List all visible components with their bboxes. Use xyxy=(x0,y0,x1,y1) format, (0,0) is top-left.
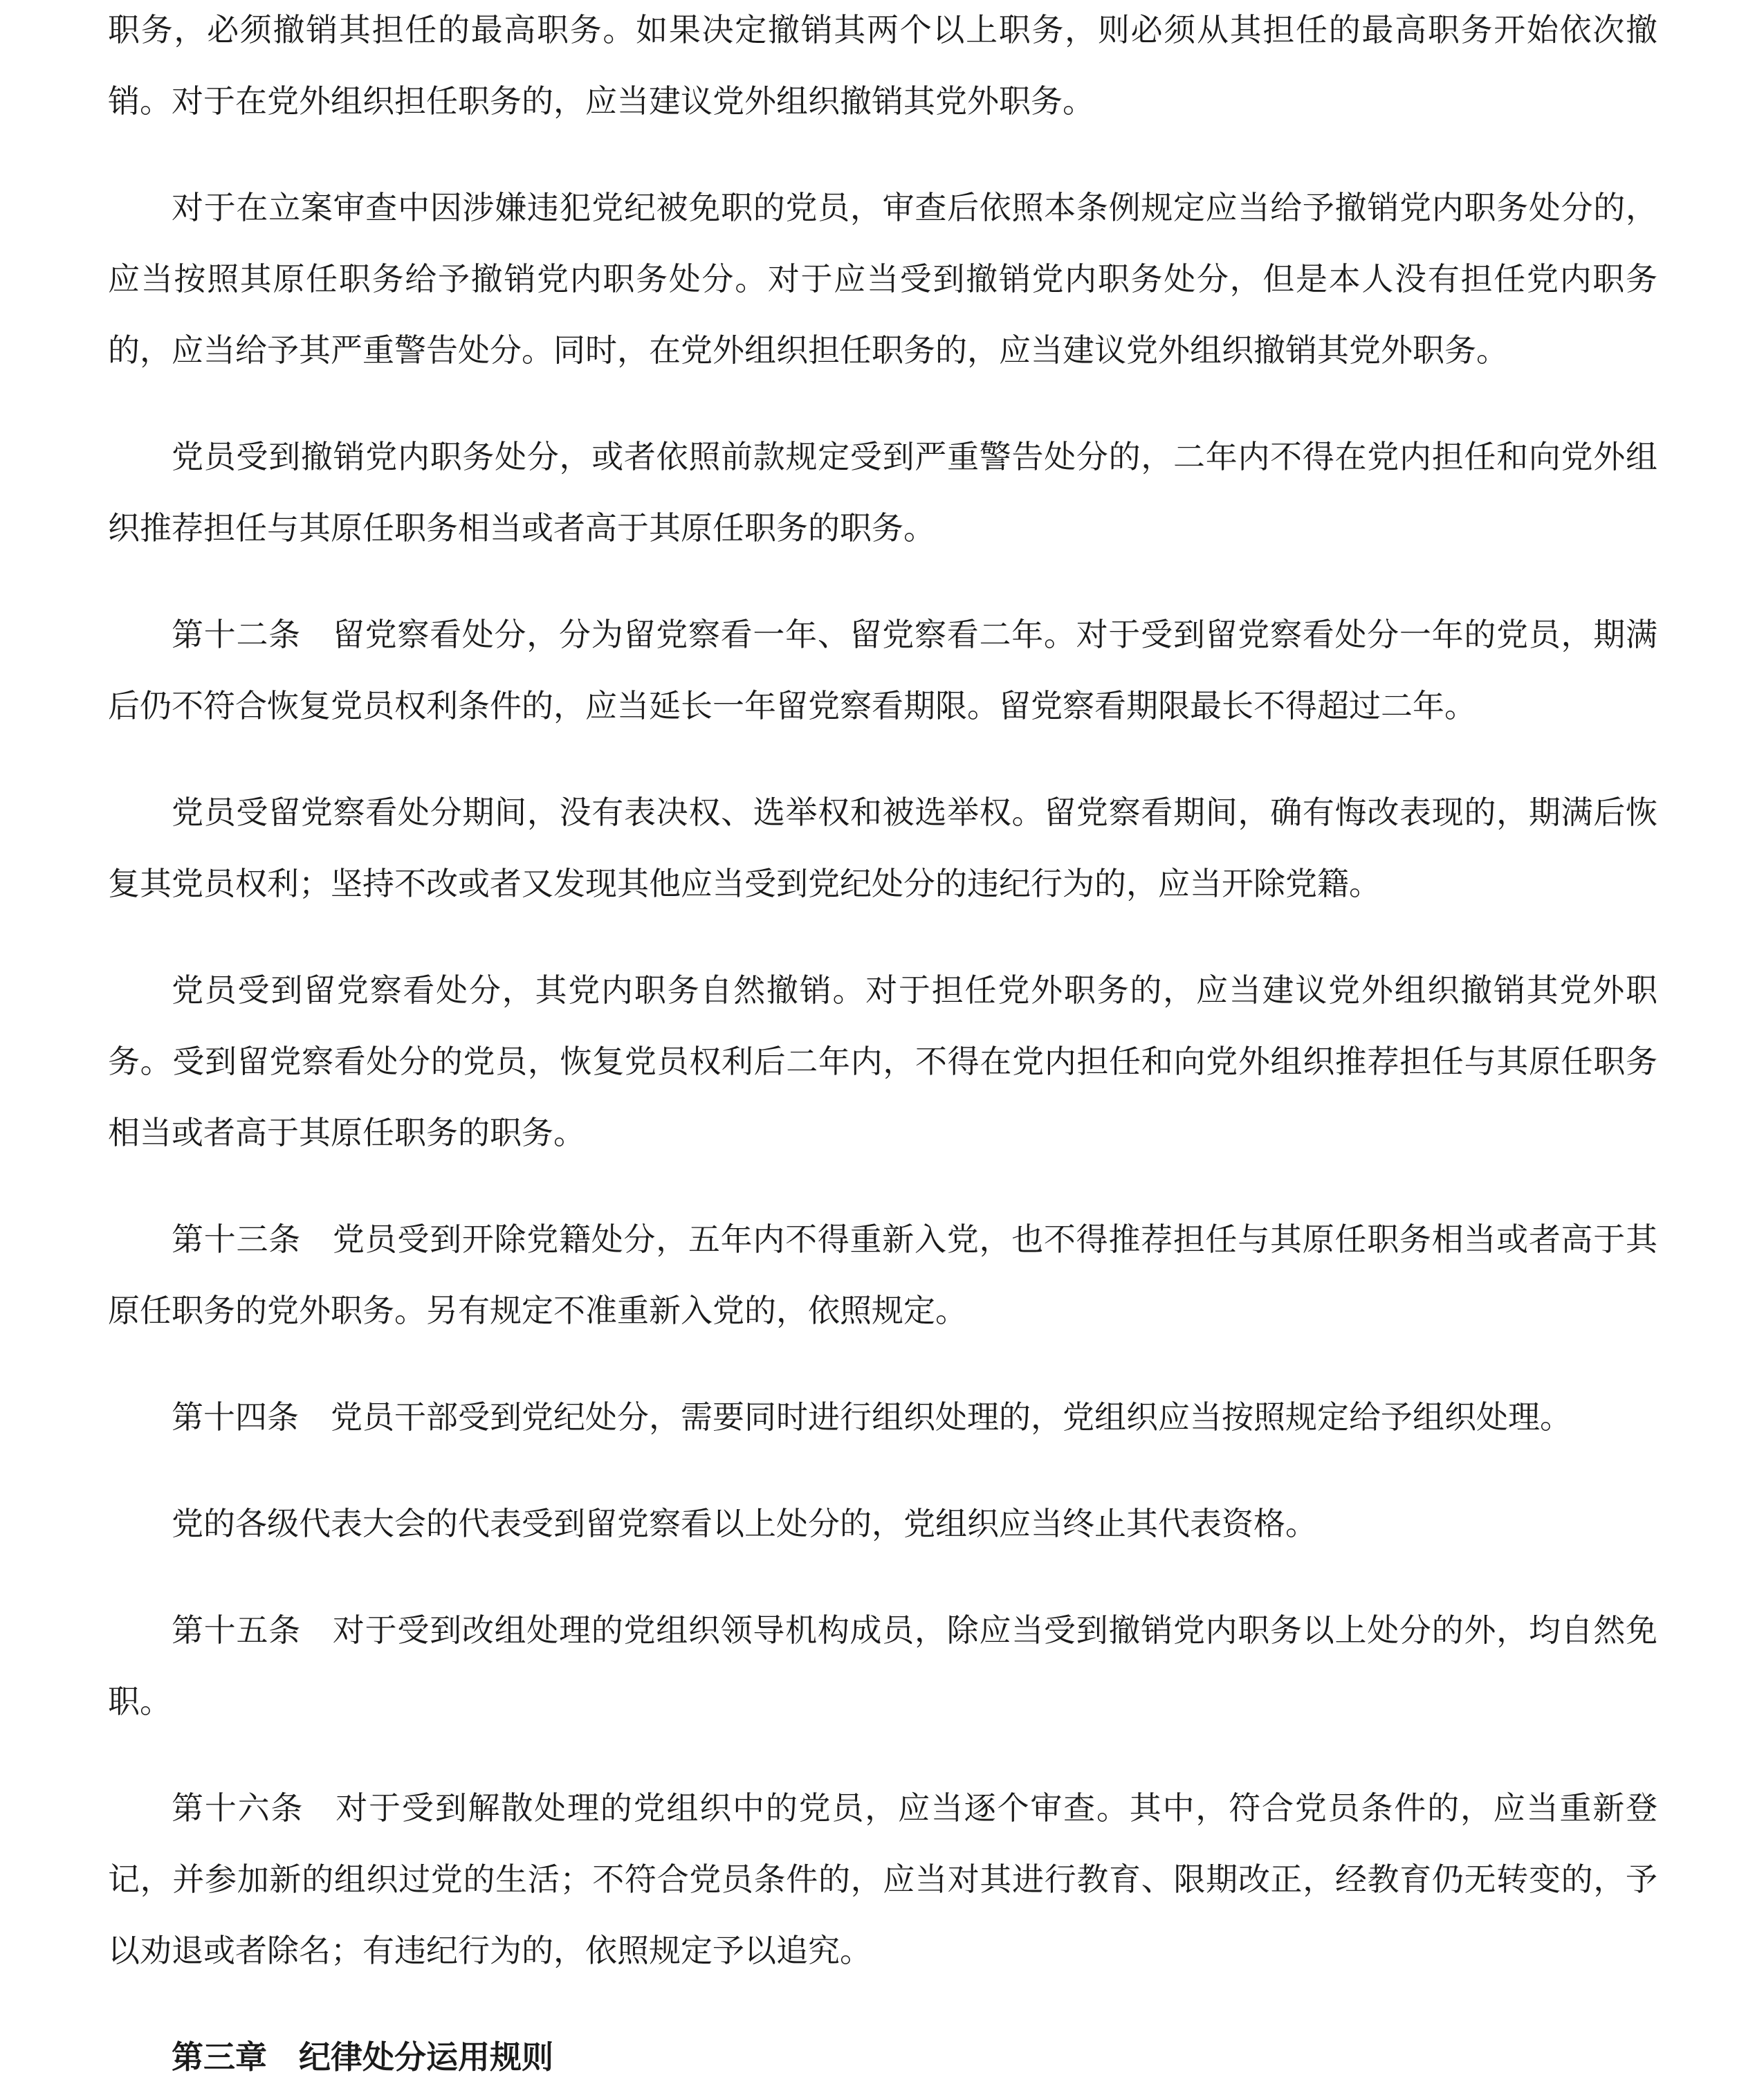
paragraph xyxy=(108,777,1657,920)
paragraph-text: 职务，必须撤销其担任的最高职务。如果决定撤销其两个以上职务，则必须从其担任的最高职务开始依次撤销。对于在党外组织担任职务的，应当建议党外组织撤销其党外职务。 xyxy=(108,11,1657,120)
paragraph xyxy=(108,1488,1657,1560)
paragraph xyxy=(108,0,1657,137)
article-number: 第十六条 xyxy=(172,1789,304,1827)
paragraph xyxy=(108,421,1657,564)
paragraph-text: 留党察看处分，分为留党察看一年、留党察看二年。对于受到留党察看处分一年的党员，期满后仍不符合恢复党员权利条件的，应当延长一年留党察看期限。留党察看期限最长不得超过二年。 xyxy=(108,616,1658,724)
paragraph xyxy=(108,172,1657,386)
article-number: 第十四条 xyxy=(172,1398,299,1436)
paragraph-text: 对于受到改组处理的党组织领导机构成员，除应当受到撤销党内职务以上处分的外，均自然免职。 xyxy=(108,1611,1658,1720)
chapter-heading xyxy=(108,2022,1657,2093)
document-page xyxy=(108,0,1657,2093)
chapter-number: 第三章 xyxy=(172,2038,267,2076)
paragraph-text: 党的各级代表大会的代表受到留党察看以上处分的，党组织应当终止其代表资格。 xyxy=(172,1505,1317,1542)
article-paragraph xyxy=(108,1595,1657,1737)
paragraph xyxy=(108,955,1657,1169)
paragraph-text: 党员受到撤销党内职务处分，或者依照前款规定受到严重警告处分的，二年内不得在党内担任和向党外组织推荐担任与其原任职务相当或者高于其原任职务的职务。 xyxy=(108,438,1657,547)
article-number: 第十三条 xyxy=(172,1221,301,1258)
article-paragraph xyxy=(108,599,1657,742)
article-number: 第十二条 xyxy=(172,616,301,653)
article-paragraph xyxy=(108,1773,1657,1986)
paragraph-text: 对于在立案审查中因涉嫌违犯党纪被免职的党员，审查后依照本条例规定应当给予撤销党内职务处分的，应当按照其原任职务给予撤销党内职务处分。对于应当受到撤销党内职务处分，但是本人没有担任党内职务的，应当给予其严重警告处分。同时，在党外组织担任职务的，应当建议党外组织撤销其党外职务。 xyxy=(108,189,1657,369)
article-paragraph xyxy=(108,1382,1657,1453)
chapter-title: 纪律处分运用规则 xyxy=(299,2038,553,2076)
paragraph-text: 党员受到开除党籍处分，五年内不得重新入党，也不得推荐担任与其原任职务相当或者高于其原任职务的党外职务。另有规定不准重新入党的，依照规定。 xyxy=(108,1221,1658,1329)
article-paragraph xyxy=(108,1204,1657,1346)
paragraph-text: 党员干部受到党纪处分，需要同时进行组织处理的，党组织应当按照规定给予组织处理。 xyxy=(331,1398,1572,1436)
article-number: 第十五条 xyxy=(172,1611,301,1649)
paragraph-text: 党员受留党察看处分期间，没有表决权、选举权和被选举权。留党察看期间，确有悔改表现的，期满后恢复其党员权利；坚持不改或者又发现其他应当受到党纪处分的违纪行为的，应当开除党籍。 xyxy=(108,794,1657,902)
paragraph-text: 党员受到留党察看处分，其党内职务自然撤销。对于担任党外职务的，应当建议党外组织撤销其党外职务。受到留党察看处分的党员，恢复党员权利后二年内，不得在党内担任和向党外组织推荐担任与其原任职务相当或者高于其原任职务的职务。 xyxy=(108,971,1657,1151)
paragraph-text: 对于受到解散处理的党组织中的党员，应当逐个审查。其中，符合党员条件的，应当重新登记，并参加新的组织过党的生活；不符合党员条件的，应当对其进行教育、限期改正，经教育仍无转变的，予以劝退或者除名；有违纪行为的，依照规定予以追究。 xyxy=(108,1789,1658,1969)
